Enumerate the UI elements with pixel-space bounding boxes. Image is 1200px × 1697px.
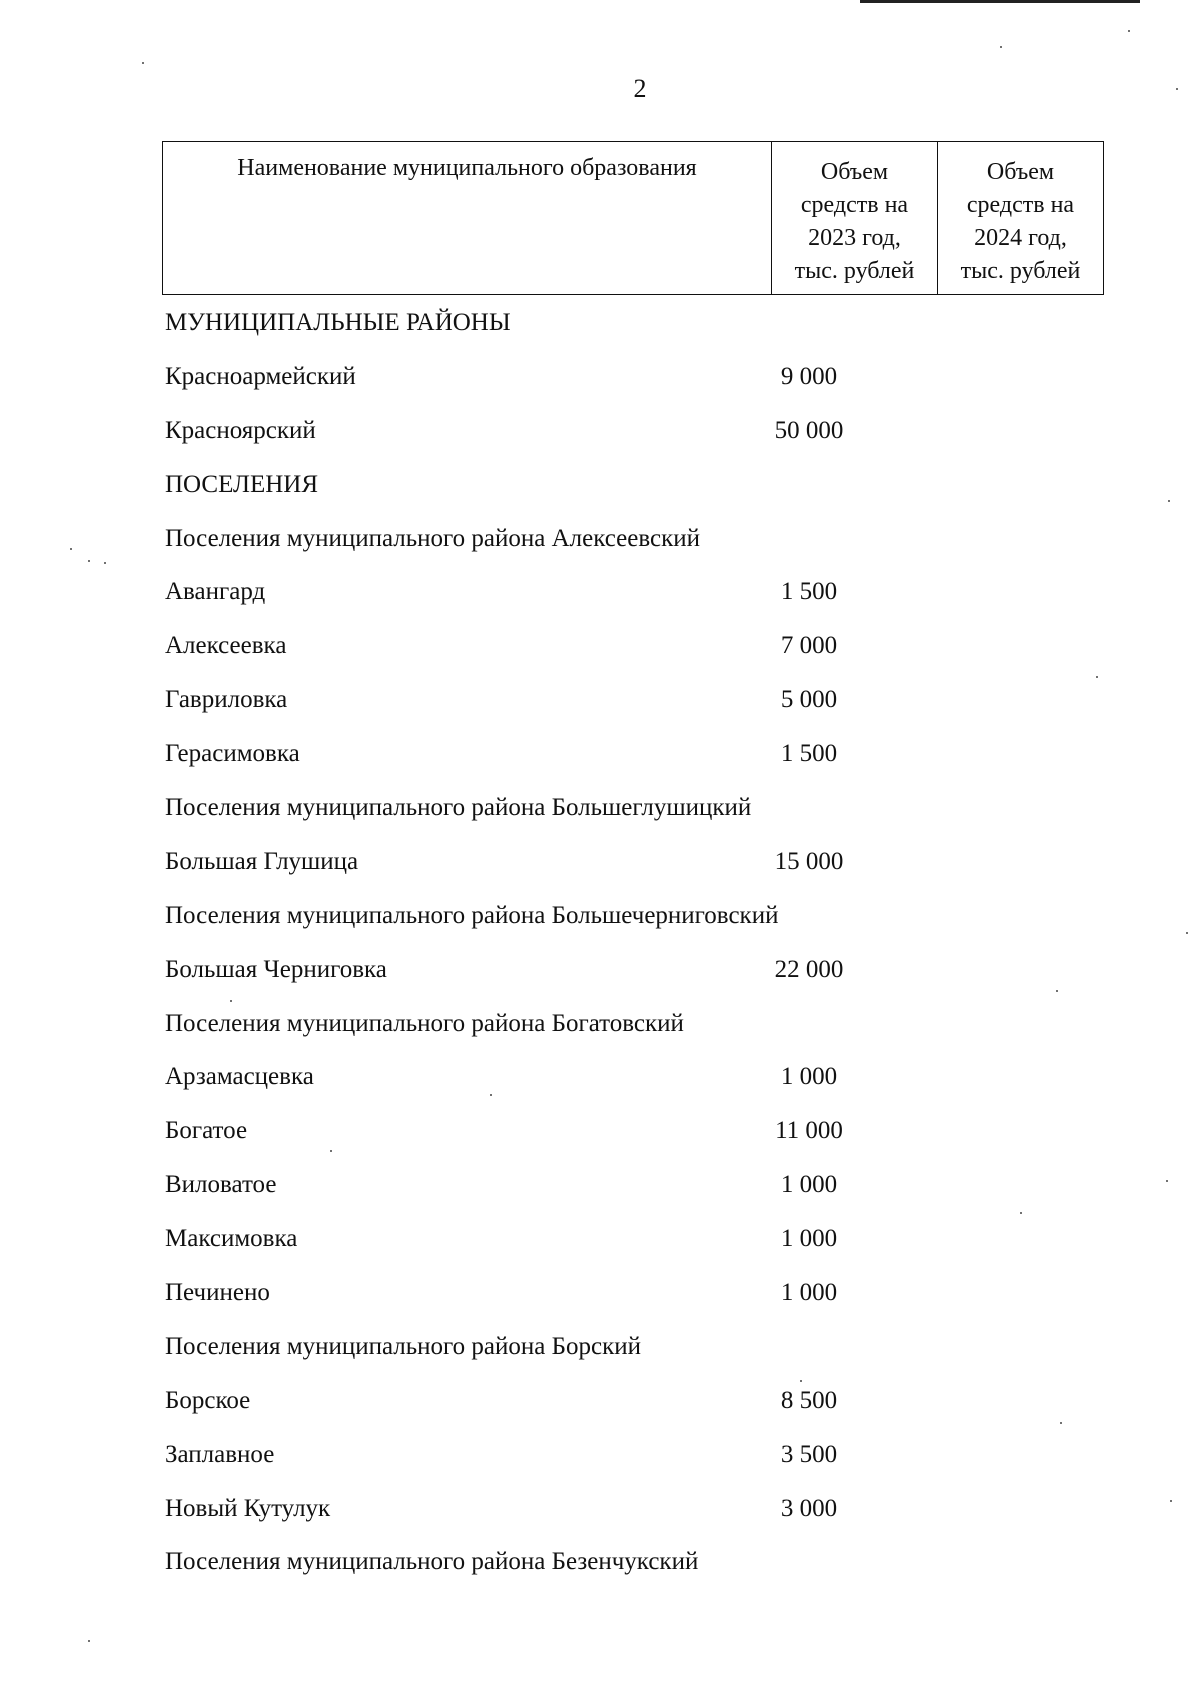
table-row — [165, 350, 1065, 404]
row-label: ПОСЕЛЕНИЯ — [165, 470, 319, 498]
table-header — [162, 141, 1104, 295]
row-value-2023: 3 000 — [780, 1494, 838, 1522]
row-label: Поселения муниципального района Большечерниговский — [165, 901, 779, 929]
row-label: Поселения муниципального района Богатовский — [165, 1009, 684, 1037]
header-2023-column — [772, 142, 938, 295]
row-label: Поселения муниципального района Безенчукский — [165, 1548, 699, 1576]
row-label: Авангард — [165, 578, 266, 606]
row-label: МУНИЦИПАЛЬНЫЕ РАЙОНЫ — [165, 309, 511, 336]
scan-speck — [1020, 1212, 1022, 1214]
table-row — [165, 565, 1065, 619]
header-name-column: Наименование муниципального образования — [163, 142, 772, 295]
table-row — [165, 943, 1065, 997]
scan-speck — [330, 1150, 332, 1152]
header-2023-line: средств на — [800, 192, 909, 218]
row-label: Большая Черниговка — [165, 955, 387, 983]
table-row — [165, 889, 1065, 943]
table-row — [165, 1104, 1065, 1158]
scan-speck — [1128, 30, 1130, 32]
table-row — [165, 1428, 1065, 1482]
row-value-2023: 1 000 — [780, 1063, 838, 1091]
table-row — [165, 781, 1065, 835]
table-row — [165, 1266, 1065, 1320]
header-2023-line: тыс. рублей — [794, 258, 915, 284]
scan-speck — [88, 560, 90, 562]
scan-speck — [1168, 500, 1170, 502]
scan-speck — [1170, 1500, 1172, 1502]
table-row — [165, 1158, 1065, 1212]
row-label: Красноярский — [165, 416, 316, 444]
table-row — [165, 1212, 1065, 1266]
table-row — [165, 458, 1065, 512]
row-value-2023: 11 000 — [775, 1117, 843, 1145]
row-label: Гавриловка — [165, 686, 288, 714]
scan-speck — [1056, 990, 1058, 992]
header-2024-line: 2024 год, — [974, 225, 1067, 251]
row-label: Красноармейский — [165, 362, 356, 390]
row-label: Максимовка — [165, 1225, 298, 1253]
header-2024-line: тыс. рублей — [960, 258, 1081, 284]
table-row — [165, 997, 1065, 1051]
table-row — [165, 727, 1065, 781]
allocation-list — [165, 296, 1065, 1589]
table-row — [165, 404, 1065, 458]
row-label: Поселения муниципального района Алексеевский — [165, 524, 701, 552]
header-2024-line: средств на — [966, 192, 1075, 218]
row-value-2023: 7 000 — [780, 632, 838, 660]
scan-speck — [70, 548, 72, 550]
row-label: Новый Кутулук — [165, 1494, 331, 1522]
header-2023-line: 2023 год, — [808, 225, 901, 251]
row-label: Виловатое — [165, 1171, 277, 1199]
scan-speck — [1000, 46, 1002, 48]
top-rule — [860, 0, 1140, 3]
table-row — [165, 1050, 1065, 1104]
row-label: Поселения муниципального района Большеглушицкий — [165, 794, 752, 822]
row-value-2023: 1 000 — [780, 1171, 838, 1199]
scan-speck — [142, 62, 144, 64]
scan-speck — [1186, 932, 1188, 934]
scan-speck — [230, 1000, 232, 1002]
header-2024-line: Объем — [986, 159, 1055, 185]
table-row — [165, 296, 1065, 350]
table-row — [165, 619, 1065, 673]
page-number: 2 — [633, 74, 647, 103]
table-row — [165, 1535, 1065, 1589]
row-value-2023: 9 000 — [780, 362, 838, 390]
table-row — [165, 1320, 1065, 1374]
header-2023-line: Объем — [820, 159, 889, 185]
table-row — [165, 835, 1065, 889]
scan-speck — [1096, 676, 1098, 678]
row-value-2023: 3 500 — [780, 1440, 838, 1468]
row-value-2023: 15 000 — [774, 847, 844, 875]
row-label: Арзамасцевка — [165, 1063, 314, 1091]
row-value-2023: 1 000 — [780, 1279, 838, 1307]
row-value-2023: 1 000 — [780, 1225, 838, 1253]
table-row — [165, 1482, 1065, 1536]
row-value-2023: 1 500 — [780, 740, 838, 768]
scan-speck — [104, 562, 106, 564]
scan-speck — [800, 1380, 802, 1382]
table-row — [165, 512, 1065, 566]
table-row — [165, 1374, 1065, 1428]
table-row — [165, 673, 1065, 727]
row-value-2023: 5 000 — [780, 686, 838, 714]
row-value-2023: 1 500 — [780, 578, 838, 606]
scan-speck — [1060, 1422, 1062, 1424]
header-2024-column — [938, 142, 1104, 295]
row-label: Богатое — [165, 1117, 248, 1145]
row-label: Герасимовка — [165, 740, 300, 768]
row-label: Большая Глушица — [165, 847, 359, 875]
scan-speck — [88, 1640, 90, 1642]
row-label: Борское — [165, 1386, 251, 1414]
row-label: Печинено — [165, 1279, 270, 1307]
row-value-2023: 8 500 — [780, 1386, 838, 1414]
table-header-row — [163, 142, 1104, 295]
row-value-2023: 22 000 — [774, 955, 844, 983]
row-label: Заплавное — [165, 1440, 275, 1468]
row-label: Поселения муниципального района Борский — [165, 1332, 641, 1360]
scan-speck — [1176, 88, 1178, 90]
scan-speck — [1166, 1180, 1168, 1182]
scan-speck — [490, 1094, 492, 1096]
row-label: Алексеевка — [165, 632, 287, 660]
row-value-2023: 50 000 — [774, 416, 844, 444]
